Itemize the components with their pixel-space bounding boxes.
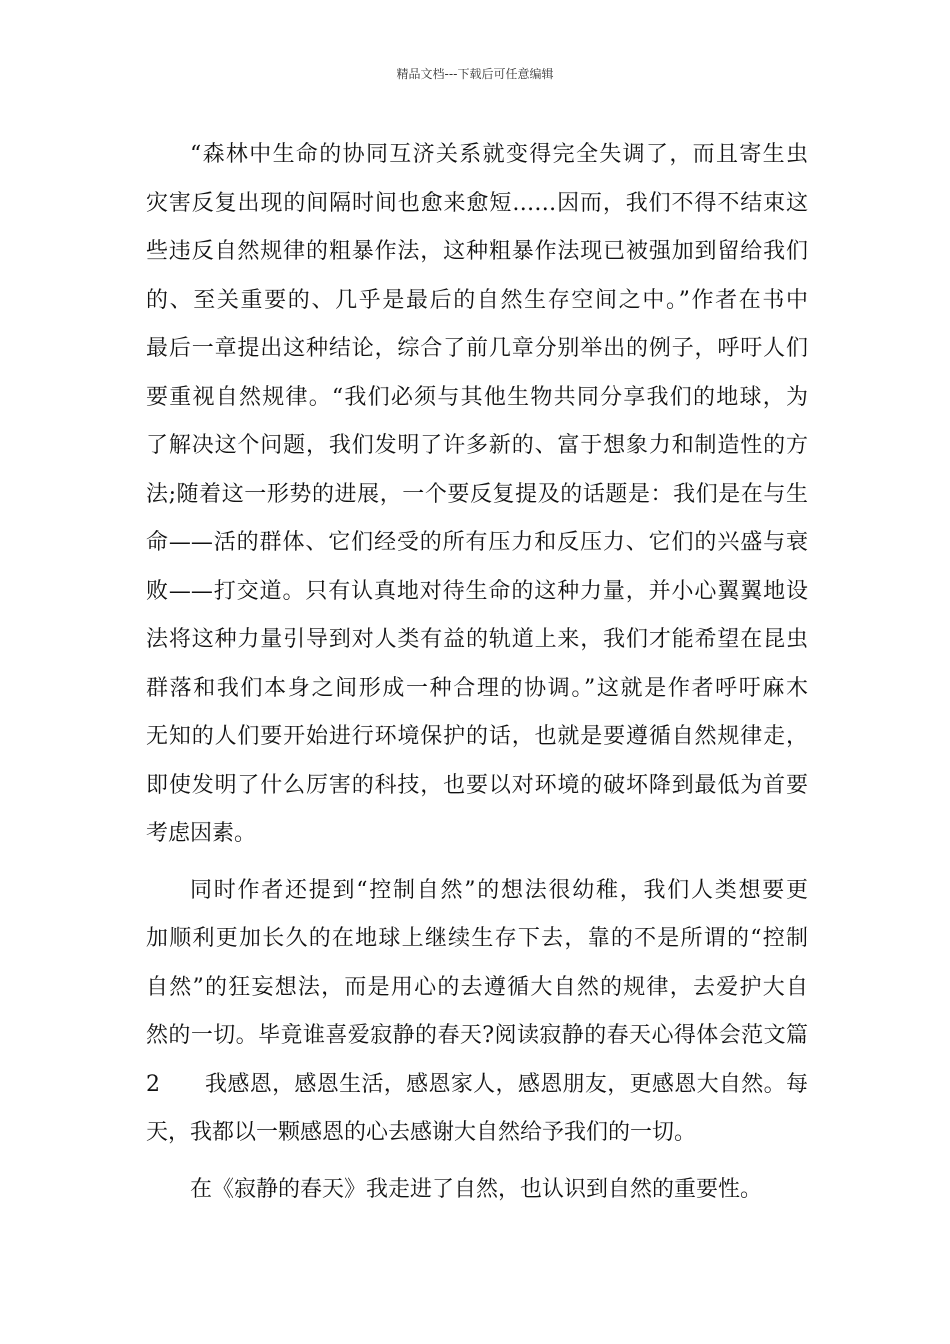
text-line: 即使发明了什么厉害的科技，也要以对环境的破坏降到最低为首要 (146, 772, 808, 798)
text-line: 灾害反复出现的间隔时间也愈来愈短……因而，我们不得不结束这 (146, 190, 808, 216)
text-line: 在《寂静的春天》我走进了自然，也认识到自然的重要性。 (190, 1176, 763, 1202)
text-line: 群落和我们本身之间形成一种合理的协调。”这就是作者呼吁麻木 (146, 675, 808, 701)
paragraph-3 (146, 1166, 808, 1215)
paragraph-1 (146, 131, 808, 859)
text-line: 无知的人们要开始进行环境保护的话，也就是要遵循自然规律走， (146, 724, 808, 749)
text-line: 同时作者还提到“控制自然”的想法很幼稚，我们人类想要更 (190, 877, 808, 903)
page-header: 精品文档---下载后可任意编辑 (396, 67, 554, 81)
text-line: 败——打交道。只有认真地对待生命的这种力量，并小心翼翼地设 (146, 578, 808, 604)
text-line: 要重视自然规律。“我们必须与其他生物共同分享我们的地球，为 (146, 384, 808, 410)
paragraph-2 (146, 867, 808, 1158)
text-line: 些违反自然规律的粗暴作法，这种粗暴作法现已被强加到留给我们 (146, 239, 808, 264)
text-line: 了解决这个问题，我们发明了许多新的、富于想象力和制造性的方 (146, 433, 808, 458)
text-line: 法将这种力量引导到对人类有益的轨道上来，我们才能希望在昆虫 (146, 627, 808, 652)
document-body (146, 131, 808, 1214)
text-line: 然的一切。毕竟谁喜爱寂静的春天?阅读寂静的春天心得体会范文篇 (146, 1023, 808, 1048)
text-line: 天，我都以一颗感恩的心去感谢大自然给予我们的一切。 (146, 1120, 697, 1145)
text-line: “森林中生命的协同互济关系就变得完全失调了，而且寄生虫 (190, 142, 808, 167)
text-line: 自然”的狂妄想法，而是用心的去遵循大自然的规律，去爱护大自 (146, 974, 808, 1000)
text-line: 考虑因素。 (146, 821, 257, 846)
text-line: 2 我感恩，感恩生活，感恩家人，感恩朋友，更感恩大自然。每 (146, 1071, 808, 1097)
text-line: 命——活的群体、它们经受的所有压力和反压力、它们的兴盛与衰 (146, 530, 808, 555)
text-line: 最后一章提出这种结论，综合了前几章分别举出的例子，呼吁人们 (146, 336, 808, 361)
text-line: 的、至关重要的、几乎是最后的自然生存空间之中。”作者在书中 (146, 287, 808, 313)
text-line: 加顺利更加长久的在地球上继续生存下去，靠的不是所谓的“控制 (146, 926, 808, 951)
text-line: 法;随着这一形势的进展，一个要反复提及的话题是：我们是在与生 (146, 481, 808, 507)
